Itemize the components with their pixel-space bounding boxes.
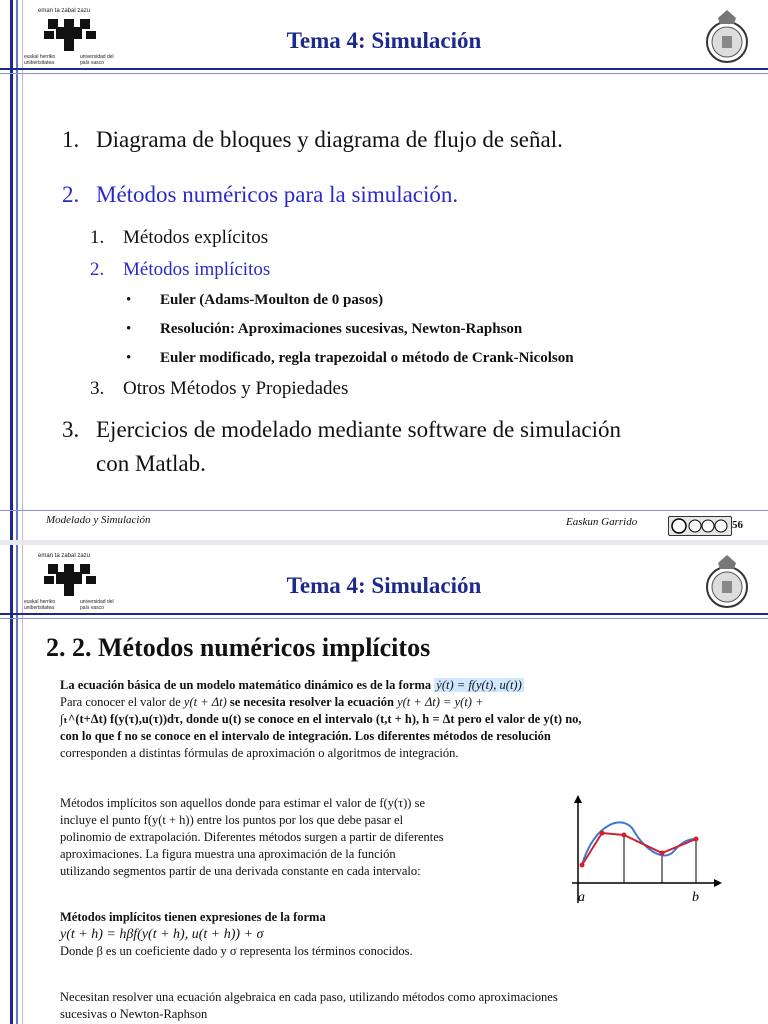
list-item-active: 2. Métodos numéricos para la simulación.: [62, 182, 459, 207]
footer-author: Easkun Garrido: [566, 516, 638, 528]
list-item: 1. Diagrama de bloques y diagrama de flujo de señal.: [62, 127, 563, 152]
slide-title: Tema 4: Simulación: [286, 573, 482, 598]
function-curve: [582, 822, 696, 865]
logo-motto: eman ta zabal zazu: [38, 8, 91, 14]
section-heading: 2. 2. Métodos numéricos implícitos: [46, 633, 431, 662]
slide-title: Tema 4: Simulación: [286, 28, 482, 53]
slide-2: [0, 545, 768, 1024]
logo-text-basque: euskal herriko unibertsitatea: [24, 54, 56, 66]
header-rule-thin: [0, 73, 768, 74]
footer-course: Modelado y Simulación: [46, 514, 151, 526]
sub-list-item: 1. Métodos explícitos: [90, 227, 269, 248]
sub-list-item-active: 2. Métodos implícitos: [90, 259, 271, 280]
creative-commons-icon: [668, 516, 732, 536]
paragraph-implicit: Métodos implícitos son aquellos donde para estimar el valor de f(y(τ)) se incluye el punto f(y(t + h)) entre los puntos por los que debe pasar el polinomio de extrapolación. Diferentes métodos surgen a partir de diferentes aproximaciones. La figura muestra una aproximación de la función utilizando segmentos partir de una derivada constante en cada intervalo:: [60, 796, 444, 878]
header-rule: [0, 613, 768, 615]
left-accent-bar: [16, 545, 18, 1024]
logo-text-basque: euskal herriko unibertsitatea: [24, 599, 56, 611]
bullet-item: • Euler (Adams-Moulton de 0 pasos): [126, 292, 384, 308]
left-accent-bar: [10, 0, 13, 540]
list-item-continuation: con Matlab.: [96, 451, 206, 476]
paragraph-expression: Métodos implícitos tienen expresiones de la forma y(t + h) = hβf(y(t + h), u(t + h)) + σ Donde β es un coeficiente dado y σ representa los términos conocidos.: [60, 910, 413, 958]
label-b: b: [692, 890, 699, 905]
left-accent-bar: [10, 545, 13, 1024]
paragraph-conclusion: Necesitan resolver una ecuación algebraica en cada paso, utilizando métodos como aproximaciones sucesivas o Newton-Raphson: [60, 990, 558, 1021]
page-number: 56: [732, 519, 743, 531]
header-rule: [0, 68, 768, 70]
logo-text-spanish: universidad del país vasco: [80, 54, 114, 66]
header-rule-thin: [0, 618, 768, 619]
list-item: 3. Ejercicios de modelado mediante software de simulación: [62, 417, 621, 442]
logo-text-spanish: universidad del país vasco: [80, 599, 114, 611]
label-a: a: [578, 890, 585, 905]
bullet-item: • Resolución: Aproximaciones sucesivas, Newton-Raphson: [126, 321, 523, 337]
footer-rule: [0, 510, 768, 511]
logo-motto: eman ta zabal zazu: [38, 553, 91, 559]
left-accent-bar: [16, 0, 18, 540]
paragraph-intro: La ecuación básica de un modelo matemático dinámico es de la forma ẏ(t) = f(y(t), u(t)) Para conocer el valor de y(t + Δt) se necesita resolver la ecuación y(t + Δt) = y(t) + ∫ₜ^(t+Δt) f(y(τ),u(τ))dτ, donde u(t) se conoce en el intervalo (t,t + h), h = Δt pero el valor de y(t) no, con lo que f no se conoce en el intervalo de integración. Los diferentes métodos de resolución corresponden a distintas fórmulas de aproximación o algoritmos de integración.: [60, 678, 582, 760]
highlighted-formula: ẏ(t) = f(y(t), u(t)): [436, 678, 522, 692]
left-accent-bar: [22, 0, 23, 540]
sub-list-item: 3. Otros Métodos y Propiedades: [90, 378, 349, 399]
left-accent-bar: [22, 545, 23, 1024]
bullet-item: • Euler modificado, regla trapezoidal o método de Crank-Nicolson: [126, 350, 574, 366]
approximation-figure: [564, 793, 724, 913]
